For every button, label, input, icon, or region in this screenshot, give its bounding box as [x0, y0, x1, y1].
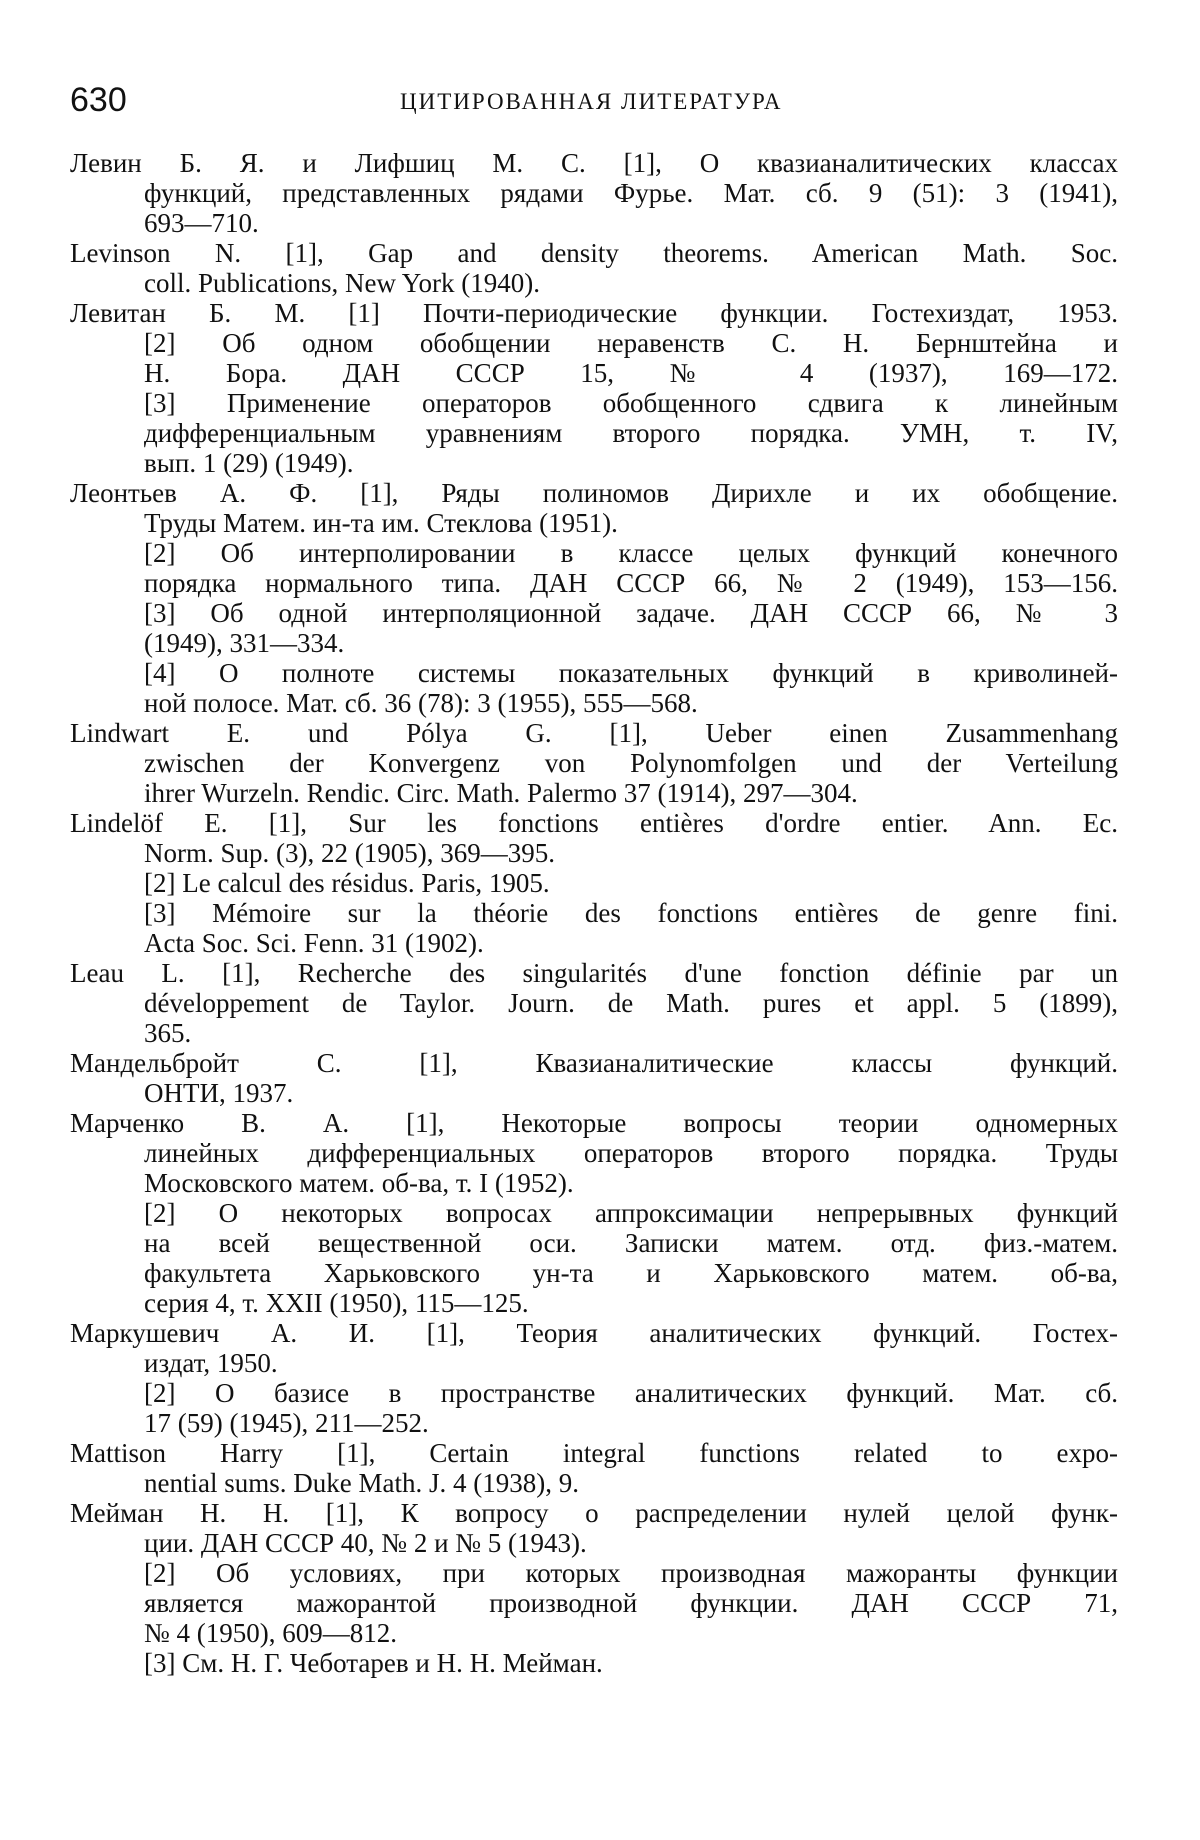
reference-continuation-line: [4] О полноте системы показательных функций в криволиней- — [144, 658, 1118, 688]
reference-continuation-line: на всей вещественной оси. Записки матем. отд. физ.-матем. — [144, 1228, 1118, 1258]
reference-continuation-line: издат, 1950. — [144, 1348, 278, 1378]
reference-continuation-line: Н. Бора. ДАН СССР 15, № 4 (1937), 169—172. — [144, 358, 1118, 388]
reference-continuation-line: ОНТИ, 1937. — [144, 1078, 294, 1108]
reference-continuation-line: [3] Об одной интерполяционной задаче. ДАН СССР 66, № 3 — [144, 598, 1118, 628]
reference-continuation-line: [3] Применение операторов обобщенного сдвига к линейным — [144, 388, 1118, 418]
reference-continuation-line: développement de Taylor. Journ. de Math. pures et appl. 5 (1899), — [144, 988, 1118, 1018]
reference-continuation-line: ihrer Wurzeln. Rendic. Circ. Math. Palermo 37 (1914), 297—304. — [144, 778, 858, 808]
reference-entry-line: Мандельбройт С. [1], Квазианалитические классы функций. — [70, 1048, 1118, 1078]
reference-continuation-line: ции. ДАН СССР 40, № 2 и № 5 (1943). — [144, 1528, 587, 1558]
reference-continuation-line: Norm. Sup. (3), 22 (1905), 369—395. — [144, 838, 555, 868]
reference-continuation-line: порядка нормального типа. ДАН СССР 66, № 2 (1949), 153—156. — [144, 568, 1118, 598]
reference-continuation-line: является мажорантой производной функции. ДАН СССР 71, — [144, 1588, 1118, 1618]
reference-continuation-line: nential sums. Duke Math. J. 4 (1938), 9. — [144, 1468, 579, 1498]
reference-continuation-line: [3] Mémoire sur la théorie des fonctions entières de genre fini. — [144, 898, 1118, 928]
reference-continuation-line: вып. 1 (29) (1949). — [144, 448, 354, 478]
page-number: 630 — [70, 81, 127, 119]
reference-continuation-line: линейных дифференциальных операторов второго порядка. Труды — [144, 1138, 1118, 1168]
reference-continuation-line: дифференциальным уравнениям второго порядка. УМН, т. IV, — [144, 418, 1118, 448]
reference-continuation-line: (1949), 331—334. — [144, 628, 345, 658]
reference-continuation-line: [3] См. Н. Г. Чеботарев и Н. Н. Мейман. — [144, 1648, 603, 1678]
reference-continuation-line: факультета Харьковского ун-та и Харьковского матем. об-ва, — [144, 1258, 1118, 1288]
reference-continuation-line: функций, представленных рядами Фурье. Мат. сб. 9 (51): 3 (1941), — [144, 178, 1118, 208]
reference-continuation-line: coll. Publications, New York (1940). — [144, 268, 540, 298]
reference-continuation-line: [2] О некоторых вопросах аппроксимации непрерывных функций — [144, 1198, 1118, 1228]
reference-continuation-line: [2] Об интерполировании в классе целых функций конечного — [144, 538, 1118, 568]
reference-continuation-line: ной полосе. Мат. сб. 36 (78): 3 (1955), 555—568. — [144, 688, 698, 718]
reference-entry-line: Mattison Harry [1], Certain integral functions related to expo- — [70, 1438, 1118, 1468]
reference-continuation-line: [2] О базисе в пространстве аналитических функций. Мат. сб. — [144, 1378, 1118, 1408]
reference-continuation-line: [2] Об условиях, при которых производная мажоранты функции — [144, 1558, 1118, 1588]
reference-entry-line: Мейман Н. Н. [1], К вопросу о распределении нулей целой функ- — [70, 1498, 1118, 1528]
reference-continuation-line: [2] Le calcul des résidus. Paris, 1905. — [144, 868, 550, 898]
reference-continuation-line: [2] Об одном обобщении неравенств С. Н. Бернштейна и — [144, 328, 1118, 358]
running-title: ЦИТИРОВАННАЯ ЛИТЕРАТУРА — [400, 89, 783, 114]
reference-continuation-line: серия 4, т. XXII (1950), 115—125. — [144, 1288, 529, 1318]
reference-continuation-line: Acta Soc. Sci. Fenn. 31 (1902). — [144, 928, 484, 958]
reference-continuation-line: 365. — [144, 1018, 192, 1048]
reference-entry-line: Левин Б. Я. и Лифшиц М. С. [1], О квазианалитических классах — [70, 148, 1118, 178]
reference-continuation-line: 693—710. — [144, 208, 259, 238]
reference-entry-line: Маркушевич А. И. [1], Теория аналитических функций. Гостех- — [70, 1318, 1118, 1348]
page-header — [70, 80, 1110, 130]
reference-entry-line: Леонтьев А. Ф. [1], Ряды полиномов Дирихле и их обобщение. — [70, 478, 1118, 508]
reference-entry-line: Левитан Б. М. [1] Почти-периодические функции. Гостехиздат, 1953. — [70, 298, 1118, 328]
reference-continuation-line: zwischen der Konvergenz von Polynomfolgen und der Verteilung — [144, 748, 1118, 778]
bibliography-list — [70, 148, 1118, 1678]
reference-entry-line: Leau L. [1], Recherche des singularités d'une fonction définie par un — [70, 958, 1118, 988]
reference-entry-line: Lindelöf E. [1], Sur les fonctions entières d'ordre entier. Ann. Ec. — [70, 808, 1118, 838]
reference-continuation-line: № 4 (1950), 609—812. — [144, 1618, 397, 1648]
reference-entry-line: Lindwart E. und Pólya G. [1], Ueber einen Zusammenhang — [70, 718, 1118, 748]
reference-continuation-line: 17 (59) (1945), 211—252. — [144, 1408, 429, 1438]
reference-entry-line: Levinson N. [1], Gap and density theorems. American Math. Soc. — [70, 238, 1118, 268]
reference-entry-line: Марченко В. А. [1], Некоторые вопросы теории одномерных — [70, 1108, 1118, 1138]
reference-continuation-line: Московского матем. об-ва, т. I (1952). — [144, 1168, 574, 1198]
reference-continuation-line: Труды Матем. ин-та им. Стеклова (1951). — [144, 508, 618, 538]
